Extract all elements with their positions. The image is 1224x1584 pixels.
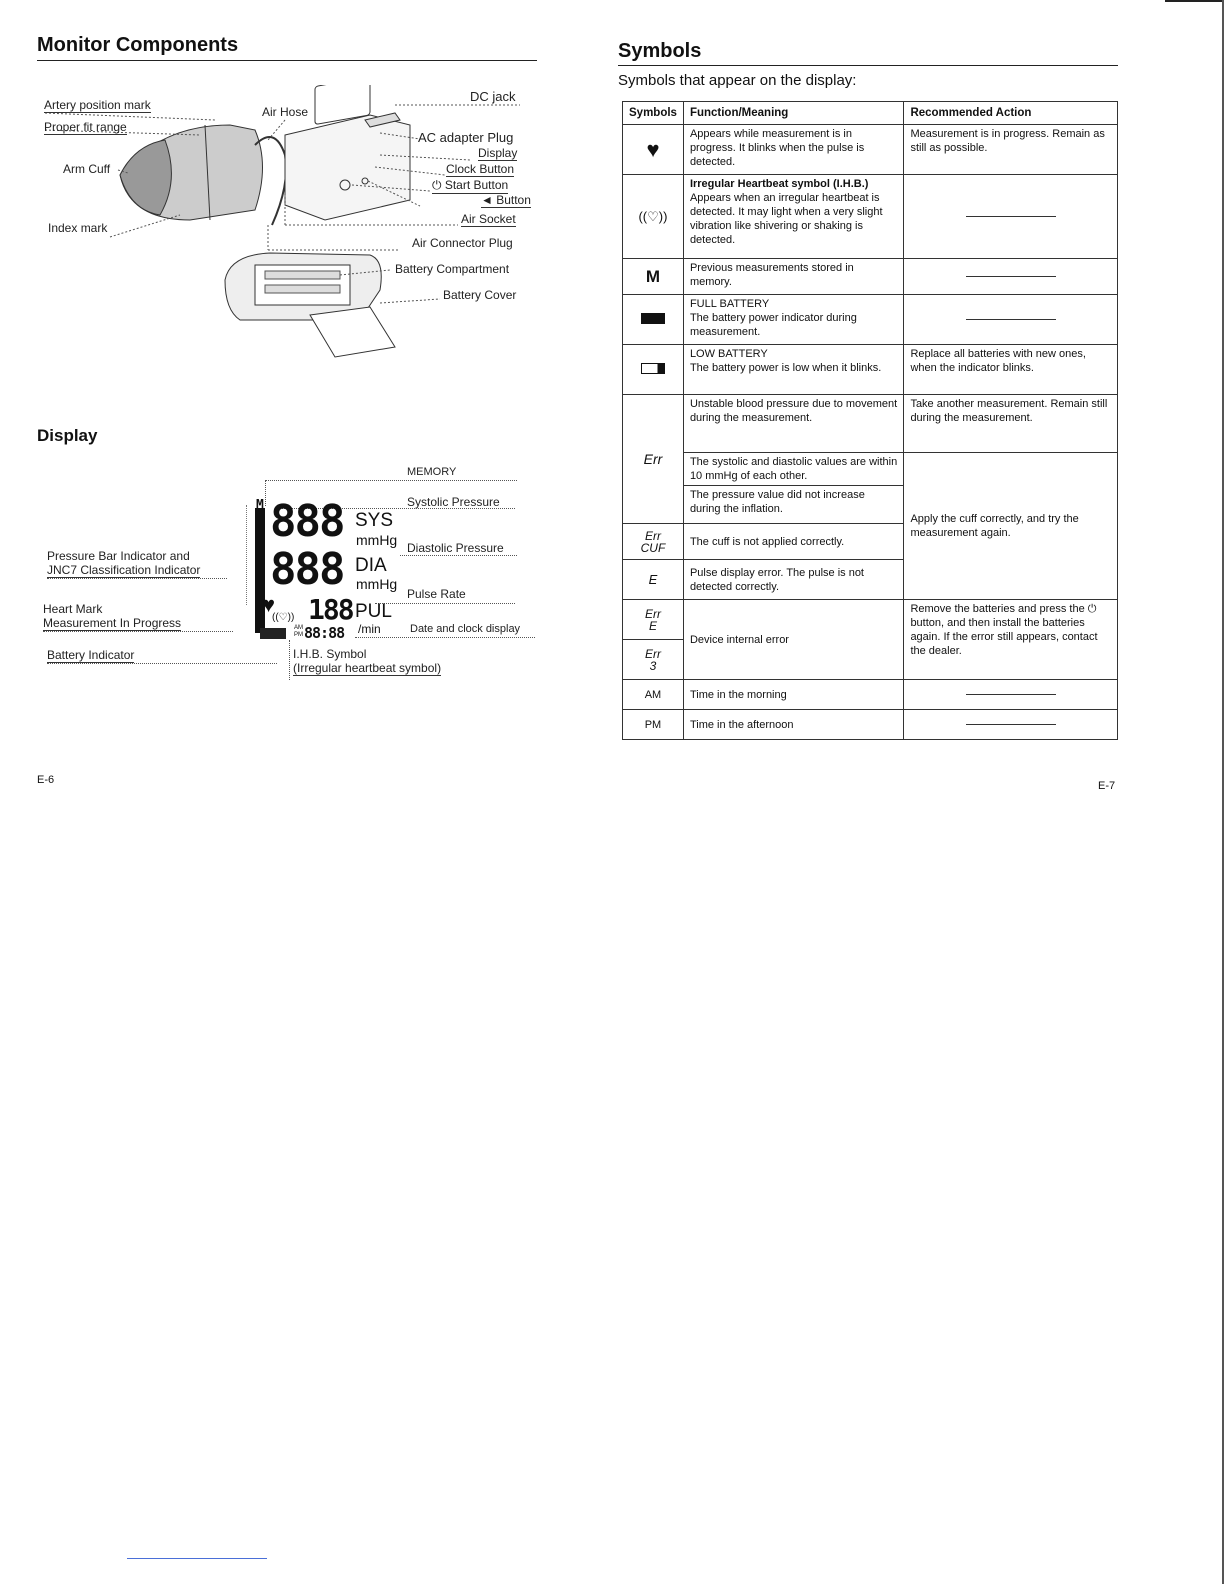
monitor-components-title: Monitor Components	[37, 34, 239, 56]
page-number-right: E-7	[1098, 780, 1116, 792]
label-memory: MEMORY	[407, 466, 457, 478]
power-icon: ⏻	[432, 178, 445, 192]
scan-edge-top	[1165, 0, 1224, 2]
label-ihb-2: (Irregular heartbeat symbol)	[293, 661, 442, 675]
table-row	[623, 710, 1118, 740]
label-battery-cover: Battery Cover	[443, 288, 517, 302]
leader-battery	[47, 663, 277, 664]
lcd-sys-unit: mmHg	[356, 532, 398, 548]
leader-heart	[43, 631, 233, 632]
meaning-pulse: Pulse display error. The pulse is not detected correctly.	[683, 560, 904, 600]
label-ac-adapter-plug: AC adapter Plug	[418, 130, 514, 145]
full-battery-icon	[623, 295, 684, 345]
meaning-unstable: Unstable blood pressure due to movement during the measurement.	[683, 395, 904, 453]
meaning-device: Device internal error	[683, 600, 904, 680]
cuf-symbol: Err CUF	[623, 524, 684, 560]
table-row	[623, 125, 1118, 175]
label-heart-mark-1: Heart Mark	[43, 602, 103, 616]
label-proper-fit-range: Proper fit range	[44, 120, 127, 134]
meaning-full-battery: FULL BATTERY The battery power indicator during measurement.	[683, 295, 904, 345]
label-date-clock: Date and clock display	[410, 623, 521, 635]
label-battery-indicator: Battery Indicator	[47, 648, 135, 662]
action-ihb	[904, 175, 1118, 259]
meaning-low-battery: LOW BATTERY The battery power is low when it blinks.	[683, 345, 904, 395]
label-pressure-bar-1: Pressure Bar Indicator and	[47, 549, 190, 563]
label-air-socket: Air Socket	[461, 212, 516, 226]
label-air-connector-plug: Air Connector Plug	[412, 236, 513, 250]
label-diastolic: Diastolic Pressure	[407, 541, 504, 555]
action-low-battery: Replace all batteries with new ones, when the indicator blinks.	[904, 345, 1118, 395]
err-e-symbol: Err E	[623, 600, 684, 640]
header-symbols: Symbols	[623, 102, 684, 125]
lcd-ampm: AM PM	[294, 625, 303, 638]
symbols-subtitle: Symbols that appear on the display:	[618, 72, 857, 89]
meaning-pressure: The pressure value did not increase during the inflation.	[683, 486, 904, 524]
memory-symbol: M	[623, 259, 684, 295]
leader-ihb-v	[289, 640, 290, 680]
meaning-pm: Time in the afternoon	[683, 710, 904, 740]
am-symbol: AM	[623, 680, 684, 710]
table-row	[623, 600, 1118, 640]
meaning-memory: Previous measurements stored in memory.	[683, 259, 904, 295]
ihb-symbol-icon: ((♡))	[623, 175, 684, 259]
symbols-table	[622, 101, 1118, 740]
heart-icon: ♥	[623, 125, 684, 175]
footer-line	[127, 1558, 267, 1559]
action-pm	[904, 710, 1118, 740]
label-systolic: Systolic Pressure	[407, 495, 500, 509]
err-3-symbol: Err 3	[623, 640, 684, 680]
lcd-sys-label: SYS	[355, 510, 394, 531]
arm-cuff-drawing	[120, 125, 263, 220]
symbols-rule	[618, 65, 1118, 66]
label-heart-mark-2: Measurement In Progress	[43, 616, 182, 630]
low-battery-icon	[623, 345, 684, 395]
pm-symbol: PM	[623, 710, 684, 740]
leader-pressure-bar	[47, 578, 227, 579]
label-index-mark: Index mark	[48, 221, 108, 235]
memory-letter: M	[256, 498, 264, 513]
title-rule	[37, 60, 537, 61]
table-row	[623, 295, 1118, 345]
battery-indicator-icon	[260, 628, 286, 639]
lcd-pul-digits: 188	[308, 593, 353, 626]
header-meaning: Function/Meaning	[683, 102, 904, 125]
meaning-err: The systolic and diastolic values are within 10 mmHg of each other.	[683, 453, 904, 486]
action-device: Remove the batteries and press the ⏻ button, and then install the batteries again. If the error still appears, contact the dealer.	[904, 600, 1118, 680]
leader-memory-v	[265, 480, 266, 506]
action-heart: Measurement is in progress. Remain as still as possible.	[904, 125, 1118, 175]
symbols-title: Symbols	[618, 40, 702, 62]
meaning-am: Time in the morning	[683, 680, 904, 710]
lcd-dia-unit: mmHg	[356, 576, 398, 592]
table-header-row	[623, 102, 1118, 125]
leader-memory	[265, 480, 517, 481]
heart-mark-icon: ♥	[262, 592, 276, 617]
action-full-battery	[904, 295, 1118, 345]
label-arrow-button: ◄ Button	[481, 193, 531, 207]
table-row	[623, 345, 1118, 395]
lcd-dia-digits: 888	[270, 544, 344, 595]
lcd-pul-unit: /min	[358, 622, 381, 636]
label-display: Display	[478, 146, 518, 160]
label-air-hose: Air Hose	[262, 105, 309, 119]
label-arm-cuff: Arm Cuff	[63, 162, 111, 176]
leader-date	[355, 637, 535, 638]
pulse-error-symbol: E	[623, 560, 684, 600]
label-battery-compartment: Battery Compartment	[395, 262, 510, 276]
label-dc-jack: DC jack	[470, 89, 516, 104]
battery-view-drawing	[225, 253, 395, 357]
lcd-pul-label: PUL	[355, 601, 392, 622]
leader-diastolic	[400, 555, 517, 556]
table-row	[623, 175, 1118, 259]
action-unstable: Take another measurement. Remain still during the measurement.	[904, 395, 1118, 453]
label-clock-button: Clock Button	[446, 162, 515, 176]
label-start-button: ⏻ Start Button	[432, 178, 509, 192]
action-memory	[904, 259, 1118, 295]
meaning-ihb: Irregular Heartbeat symbol (I.H.B.) Appears when an irregular heartbeat is detected. It may light when a very slight vibration like shivering or shaking is detected.	[683, 175, 904, 259]
meaning-heart: Appears while measurement is in progress. It blinks when the pulse is detected.	[683, 125, 904, 175]
label-artery-position-mark: Artery position mark	[44, 98, 151, 112]
table-row	[623, 259, 1118, 295]
action-am	[904, 680, 1118, 710]
action-apply-cuff: Apply the cuff correctly, and try the measurement again.	[904, 453, 1118, 600]
leader-pulse	[375, 603, 515, 604]
table-row	[623, 680, 1118, 710]
lcd-sys-digits: 888	[270, 496, 344, 547]
table-row	[623, 453, 1118, 486]
meaning-cuff: The cuff is not applied correctly.	[683, 524, 904, 560]
ihb-icon: ((♡))	[272, 612, 295, 623]
err-symbol: Err	[623, 395, 684, 524]
table-row	[623, 395, 1118, 453]
display-title: Display	[37, 426, 98, 445]
label-pressure-bar-2: JNC7 Classification Indicator	[47, 563, 201, 577]
header-action: Recommended Action	[904, 102, 1118, 125]
label-pulse-rate: Pulse Rate	[407, 587, 466, 601]
page-number-left: E-6	[37, 774, 55, 786]
lcd-dia-label: DIA	[355, 555, 387, 576]
label-ihb-1: I.H.B. Symbol	[293, 647, 367, 661]
lcd-clock-digits: 88:88	[304, 624, 345, 642]
